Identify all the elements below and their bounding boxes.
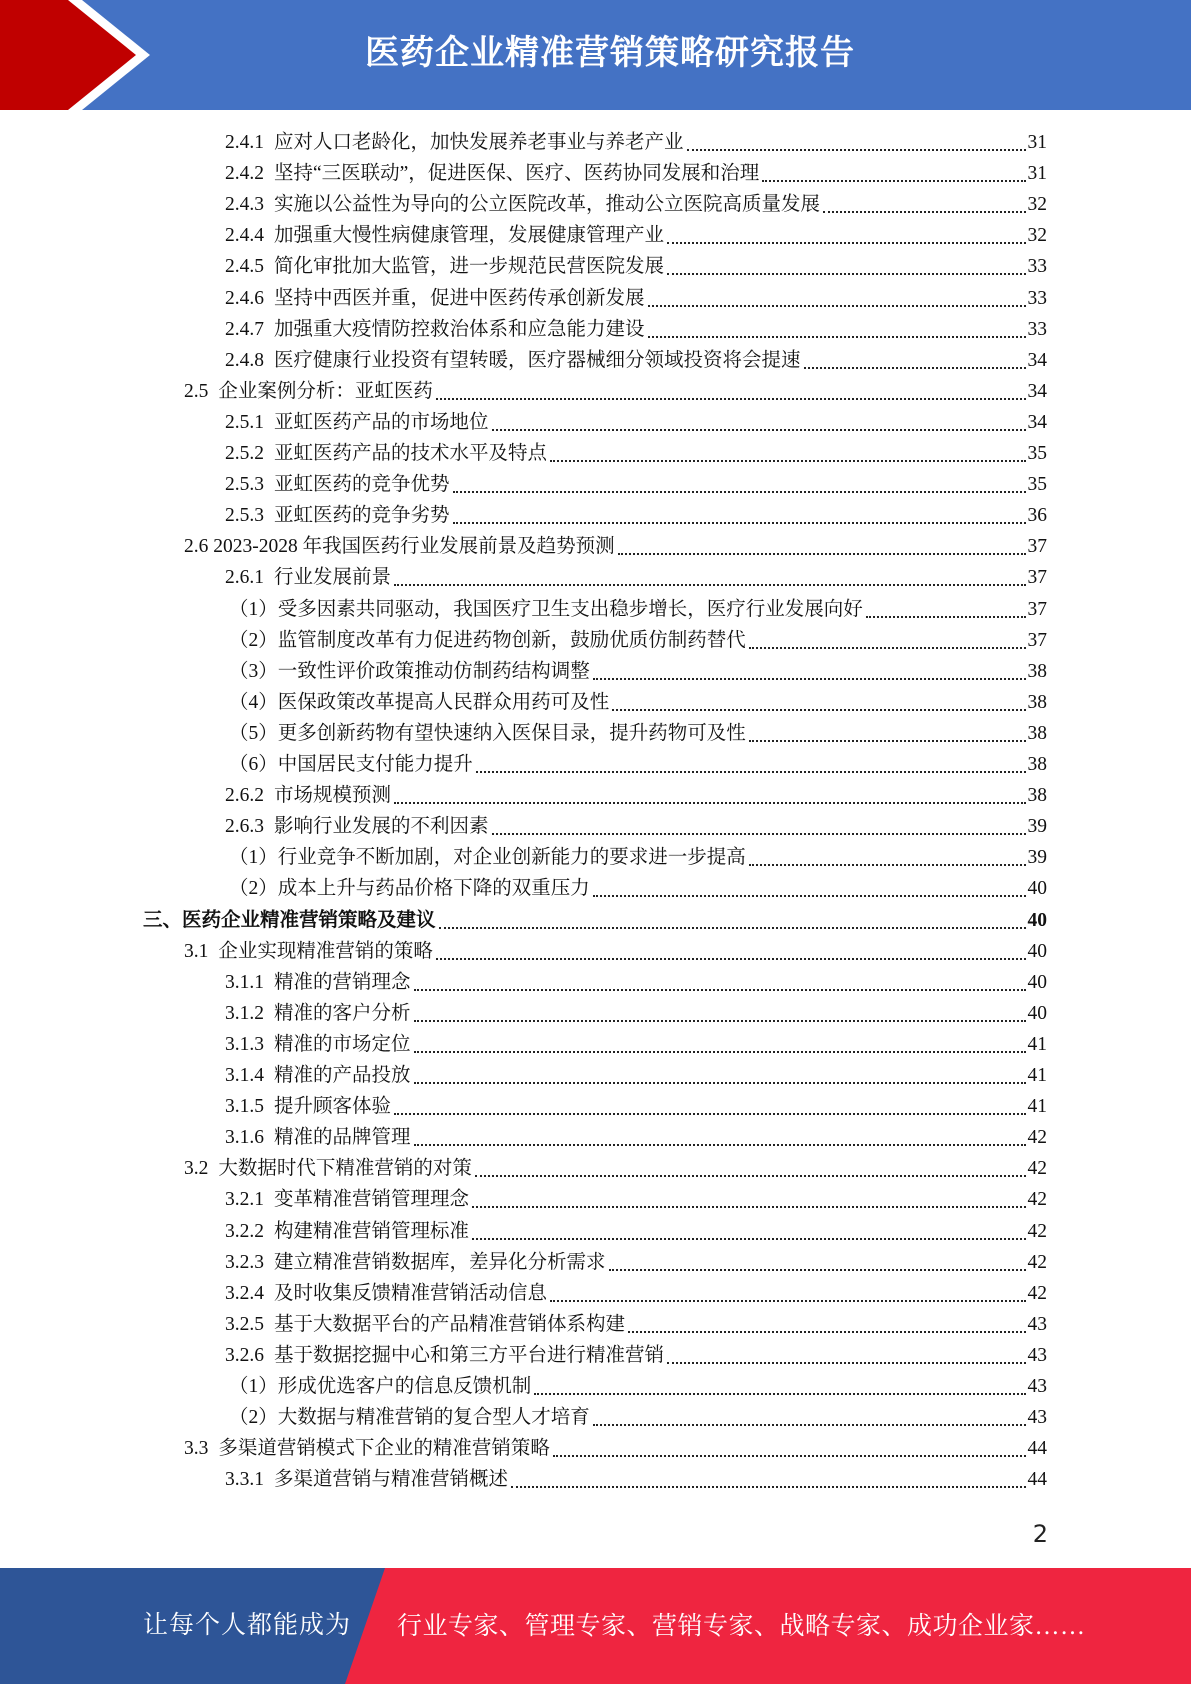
toc-entry-title: 企业案例分析：亚虹医药: [218, 381, 433, 402]
toc-entry-page: 33: [1027, 256, 1047, 277]
toc-entry-page: 35: [1027, 474, 1047, 495]
toc-leader-dots: [394, 802, 1025, 804]
page-footer: [0, 1568, 1191, 1684]
toc-entry-title: 提升顾客体验: [274, 1096, 392, 1117]
toc-entry-page: 35: [1027, 443, 1047, 464]
toc-entry-title: 企业实现精准营销的策略: [218, 941, 433, 962]
toc-entry-number: 2.4.3: [225, 194, 264, 215]
toc-entry-number: 2.4.6: [225, 288, 264, 309]
toc-entry-number: 3.2.4: [225, 1283, 264, 1304]
toc-entry[interactable]: [225, 1278, 1047, 1309]
toc-entry-title: （5）更多创新药物有望快速纳入医保目录，提升药物可及性: [229, 723, 746, 744]
toc-entry-title: （1）形成优选客户的信息反馈机制: [229, 1376, 532, 1397]
toc-entry-page: 32: [1027, 225, 1047, 246]
toc-entry[interactable]: [229, 1371, 1047, 1402]
footer-slogan-right: 行业专家、管理专家、营销专家、战略专家、成功企业家……: [397, 1613, 1086, 1640]
toc-entry-page: 41: [1027, 1096, 1047, 1117]
toc-entry-title: 精准的产品投放: [274, 1065, 411, 1086]
toc-entry-title: 大数据时代下精准营销的对策: [218, 1158, 472, 1179]
toc-entry[interactable]: [229, 594, 1047, 625]
toc-entry[interactable]: [225, 407, 1047, 438]
toc-leader-dots: [749, 740, 1026, 742]
toc-entry-page: 41: [1027, 1065, 1047, 1086]
toc-entry-page: 38: [1027, 661, 1047, 682]
toc-leader-dots: [414, 989, 1026, 991]
toc-entry-number: 2.5.2: [225, 443, 264, 464]
toc-entry-number: 2.6.2: [225, 785, 264, 806]
toc-entry-number: 2.5: [184, 381, 209, 402]
toc-entry[interactable]: [225, 283, 1047, 314]
toc-entry-number: 3.1.1: [225, 972, 264, 993]
toc-leader-dots: [866, 616, 1026, 618]
toc-entry[interactable]: [225, 811, 1047, 842]
toc-entry[interactable]: [184, 376, 1047, 407]
toc-leader-dots: [394, 584, 1025, 586]
toc-entry-page: 43: [1027, 1345, 1047, 1366]
toc-entry-number: 3.1: [184, 941, 209, 962]
toc-entry-title: 建立精准营销数据库，差异化分析需求: [274, 1252, 606, 1273]
toc-leader-dots: [823, 211, 1025, 213]
toc-leader-dots: [749, 864, 1026, 866]
toc-entry-title: 基于数据挖掘中心和第三方平台进行精准营销: [274, 1345, 665, 1366]
toc-entry-number: 3.2.1: [225, 1189, 264, 1210]
toc-entry-page: 42: [1027, 1189, 1047, 1210]
footer-slogan-left: 让每个人都能成为: [143, 1612, 352, 1639]
toc-entry-page: 42: [1027, 1252, 1047, 1273]
toc-entry[interactable]: [184, 1153, 1047, 1184]
toc-entry-number: 3.1.4: [225, 1065, 264, 1086]
toc-entry[interactable]: [225, 1309, 1047, 1340]
toc-entry[interactable]: [225, 1184, 1047, 1215]
toc-leader-dots: [648, 305, 1026, 307]
toc-entry-title: 精准的市场定位: [274, 1034, 411, 1055]
toc-entry[interactable]: [184, 1433, 1047, 1464]
toc-entry-title: 加强重大慢性病健康管理，发展健康管理产业: [274, 225, 665, 246]
toc-leader-dots: [436, 958, 1026, 960]
toc-entry-title: 2.6 2023-2028 年我国医药行业发展前景及趋势预测: [184, 536, 615, 557]
toc-entry-number: 2.4.8: [225, 350, 264, 371]
toc-entry-title: （1）受多因素共同驱动，我国医疗卫生支出稳步增长，医疗行业发展向好: [229, 599, 863, 620]
toc-entry[interactable]: [225, 1464, 1047, 1495]
toc-entry[interactable]: [229, 873, 1047, 904]
toc-leader-dots: [475, 1175, 1026, 1177]
toc-entry[interactable]: [225, 1247, 1047, 1278]
toc-entry-page: 33: [1027, 288, 1047, 309]
toc-entry-number: 3.2.3: [225, 1252, 264, 1273]
toc-entry-page: 41: [1027, 1034, 1047, 1055]
toc-entry-number: 2.5.3: [225, 474, 264, 495]
toc-leader-dots: [593, 1424, 1026, 1426]
toc-entry-number: 2.4.1: [225, 132, 264, 153]
toc-leader-dots: [687, 149, 1026, 151]
toc-entry-number: 3.2.6: [225, 1345, 264, 1366]
toc-leader-dots: [762, 180, 1025, 182]
toc-entry-number: 3.2.2: [225, 1221, 264, 1242]
toc-entry-page: 40: [1027, 1003, 1047, 1024]
toc-entry[interactable]: [225, 1091, 1047, 1122]
toc-entry[interactable]: [225, 314, 1047, 345]
toc-entry[interactable]: [229, 842, 1047, 873]
toc-entry-title: 简化审批加大监管，进一步规范民营医院发展: [274, 256, 665, 277]
toc-entry-number: 3.3.1: [225, 1469, 264, 1490]
toc-entry-page: 40: [1027, 941, 1047, 962]
toc-entry-page: 31: [1027, 132, 1047, 153]
toc-entry-page: 44: [1027, 1469, 1047, 1490]
toc-entry[interactable]: [229, 625, 1047, 656]
toc-entry-page: 42: [1027, 1158, 1047, 1179]
toc-leader-dots: [453, 522, 1026, 524]
toc-leader-dots: [534, 1393, 1025, 1395]
toc-leader-dots: [436, 398, 1026, 400]
toc-entry-title: 多渠道营销与精准营销概述: [274, 1469, 509, 1490]
toc-leader-dots: [394, 1113, 1025, 1115]
toc-entry-title: （1）行业竞争不断加剧，对企业创新能力的要求进一步提高: [229, 847, 746, 868]
toc-entry-page: 37: [1027, 630, 1047, 651]
toc-leader-dots: [804, 367, 1026, 369]
toc-entry-page: 38: [1027, 754, 1047, 775]
toc-leader-dots: [511, 1486, 1025, 1488]
toc-leader-dots: [593, 895, 1026, 897]
toc-leader-dots: [472, 1238, 1025, 1240]
toc-entry-page: 38: [1027, 723, 1047, 744]
toc-leader-dots: [550, 460, 1025, 462]
toc-entry-title: 构建精准营销管理标准: [274, 1221, 470, 1242]
toc-entry-page: 34: [1027, 412, 1047, 433]
toc-leader-dots: [414, 1082, 1026, 1084]
toc-leader-dots: [492, 833, 1026, 835]
toc-entry[interactable]: [229, 749, 1047, 780]
toc-entry[interactable]: [225, 562, 1047, 593]
toc-entry-number: 3.2.5: [225, 1314, 264, 1335]
toc-entry-page: 37: [1027, 599, 1047, 620]
toc-entry[interactable]: [225, 220, 1047, 251]
toc-entry[interactable]: [225, 469, 1047, 500]
toc-entry-page: 32: [1027, 194, 1047, 215]
toc-entry-page: 33: [1027, 319, 1047, 340]
toc-entry-number: 2.4.2: [225, 163, 264, 184]
chevron-arrow-icon: [0, 0, 160, 110]
toc-entry-title: 市场规模预测: [274, 785, 392, 806]
toc-entry-title: 精准的营销理念: [274, 972, 411, 993]
toc-entry-title: 多渠道营销模式下企业的精准营销策略: [218, 1438, 550, 1459]
toc-entry-number: 2.4.5: [225, 256, 264, 277]
toc-entry[interactable]: [229, 656, 1047, 687]
toc-entry[interactable]: [229, 1402, 1047, 1433]
toc-entry-number: 3.1.3: [225, 1034, 264, 1055]
toc-entry-title: （6）中国居民支付能力提升: [229, 754, 473, 775]
toc-entry-number: 3.1.6: [225, 1127, 264, 1148]
toc-entry-number: 2.5.1: [225, 412, 264, 433]
toc-entry[interactable]: [225, 345, 1047, 376]
toc-entry-page: 38: [1027, 692, 1047, 713]
toc-entry[interactable]: [225, 189, 1047, 220]
toc-leader-dots: [414, 1144, 1026, 1146]
toc-entry[interactable]: [225, 1216, 1047, 1247]
toc-entry-number: 3.3: [184, 1438, 209, 1459]
toc-entry[interactable]: [225, 158, 1047, 189]
toc-entry[interactable]: [184, 936, 1047, 967]
toc-entry[interactable]: [229, 718, 1047, 749]
toc-entry-page: 37: [1027, 536, 1047, 557]
toc-entry-title: 基于大数据平台的产品精准营销体系构建: [274, 1314, 626, 1335]
toc-entry-title: 坚持“三医联动”，促进医保、医疗、医药协同发展和治理: [274, 163, 760, 184]
toc-entry-number: 2.5.3: [225, 505, 264, 526]
toc-leader-dots: [648, 336, 1026, 338]
toc-entry[interactable]: [225, 1340, 1047, 1371]
toc-entry-number: 2.6.3: [225, 816, 264, 837]
toc-leader-dots: [550, 1300, 1025, 1302]
toc-leader-dots: [453, 491, 1026, 493]
toc-entry-title: （2）大数据与精准营销的复合型人才培育: [229, 1407, 590, 1428]
toc-entry[interactable]: [225, 1122, 1047, 1153]
toc-entry-number: 3.1.2: [225, 1003, 264, 1024]
toc-leader-dots: [492, 429, 1026, 431]
toc-leader-dots: [414, 1020, 1026, 1022]
toc-entry-title: 应对人口老龄化，加快发展养老事业与养老产业: [274, 132, 684, 153]
toc-entry-page: 36: [1027, 505, 1047, 526]
toc-entry-title: 医疗健康行业投资有望转暖，医疗器械细分领域投资将会提速: [274, 350, 801, 371]
toc-entry-title: （2）成本上升与药品价格下降的双重压力: [229, 878, 590, 899]
page-header: [0, 0, 1191, 110]
toc-entry[interactable]: [225, 127, 1047, 158]
toc-entry[interactable]: [225, 1029, 1047, 1060]
report-title: 医药企业精准营销策略研究报告: [365, 33, 855, 73]
toc-entry-number: 3.1.5: [225, 1096, 264, 1117]
toc-entry-page: 38: [1027, 785, 1047, 806]
toc-leader-dots: [476, 771, 1026, 773]
toc-entry-page: 43: [1027, 1314, 1047, 1335]
toc-entry-page: 42: [1027, 1283, 1047, 1304]
toc-entry-title: （2）监管制度改革有力促进药物创新，鼓励优质仿制药替代: [229, 630, 746, 651]
toc-entry[interactable]: [225, 438, 1047, 469]
toc-leader-dots: [439, 927, 1026, 929]
toc-entry-page: 40: [1027, 910, 1047, 931]
toc-entry-title: 坚持中西医并重，促进中医药传承创新发展: [274, 288, 645, 309]
toc-leader-dots: [553, 1455, 1026, 1457]
toc-entry[interactable]: [143, 905, 1047, 936]
toc-entry-title: 影响行业发展的不利因素: [274, 816, 489, 837]
toc-entry-page: 40: [1027, 972, 1047, 993]
toc-leader-dots: [609, 1269, 1026, 1271]
toc-entry-title: 加强重大疫情防控救治体系和应急能力建设: [274, 319, 645, 340]
toc-entry[interactable]: [229, 687, 1047, 718]
toc-leader-dots: [749, 647, 1026, 649]
toc-entry-title: （4）医保政策改革提高人民群众用药可及性: [229, 692, 610, 713]
toc-entry-title: 及时收集反馈精准营销活动信息: [274, 1283, 548, 1304]
toc-entry-page: 43: [1027, 1376, 1047, 1397]
toc-leader-dots: [667, 242, 1025, 244]
toc-entry-page: 44: [1027, 1438, 1047, 1459]
toc-entry-number: 2.4.4: [225, 225, 264, 246]
page-number: 2: [1032, 1520, 1048, 1548]
toc-entry-number: 3.2: [184, 1158, 209, 1179]
toc-leader-dots: [593, 678, 1026, 680]
toc-entry-page: 39: [1027, 816, 1047, 837]
toc-entry-title: 亚虹医药的竞争劣势: [274, 505, 450, 526]
toc-entry-title: 亚虹医药产品的市场地位: [274, 412, 489, 433]
toc-entry-page: 39: [1027, 847, 1047, 868]
toc-entry[interactable]: [225, 780, 1047, 811]
toc-leader-dots: [628, 1331, 1025, 1333]
toc-leader-dots: [667, 273, 1025, 275]
toc-entry-title: 亚虹医药产品的技术水平及特点: [274, 443, 548, 464]
toc-entry-page: 34: [1027, 350, 1047, 371]
toc-leader-dots: [618, 553, 1026, 555]
toc-leader-dots: [612, 709, 1025, 711]
toc-entry-number: 2.4.7: [225, 319, 264, 340]
toc-entry-page: 42: [1027, 1127, 1047, 1148]
toc-entry[interactable]: [225, 500, 1047, 531]
toc-entry-page: 43: [1027, 1407, 1047, 1428]
toc-entry-title: 三、医药企业精准营销策略及建议: [143, 910, 436, 931]
toc-entry-title: 实施以公益性为导向的公立医院改革，推动公立医院高质量发展: [274, 194, 821, 215]
toc-entry[interactable]: [225, 1060, 1047, 1091]
toc-entry-page: 37: [1027, 567, 1047, 588]
toc-entry-page: 40: [1027, 878, 1047, 899]
toc-leader-dots: [472, 1206, 1025, 1208]
toc-entry-title: 精准的客户分析: [274, 1003, 411, 1024]
toc-entry-page: 34: [1027, 381, 1047, 402]
toc-entry[interactable]: [184, 531, 1047, 562]
toc-entry[interactable]: [225, 967, 1047, 998]
toc-entry-number: 2.6.1: [225, 567, 264, 588]
toc-entry-title: 亚虹医药的竞争优势: [274, 474, 450, 495]
toc-leader-dots: [667, 1362, 1025, 1364]
toc-entry-page: 31: [1027, 163, 1047, 184]
toc-leader-dots: [414, 1051, 1026, 1053]
toc-entry-title: 精准的品牌管理: [274, 1127, 411, 1148]
toc-entry-page: 42: [1027, 1221, 1047, 1242]
toc-entry[interactable]: [225, 251, 1047, 282]
toc-entry[interactable]: [225, 998, 1047, 1029]
toc-entry-title: 变革精准营销管理理念: [274, 1189, 470, 1210]
toc-entry-title: 行业发展前景: [274, 567, 392, 588]
toc-entry-title: （3）一致性评价政策推动仿制药结构调整: [229, 661, 590, 682]
